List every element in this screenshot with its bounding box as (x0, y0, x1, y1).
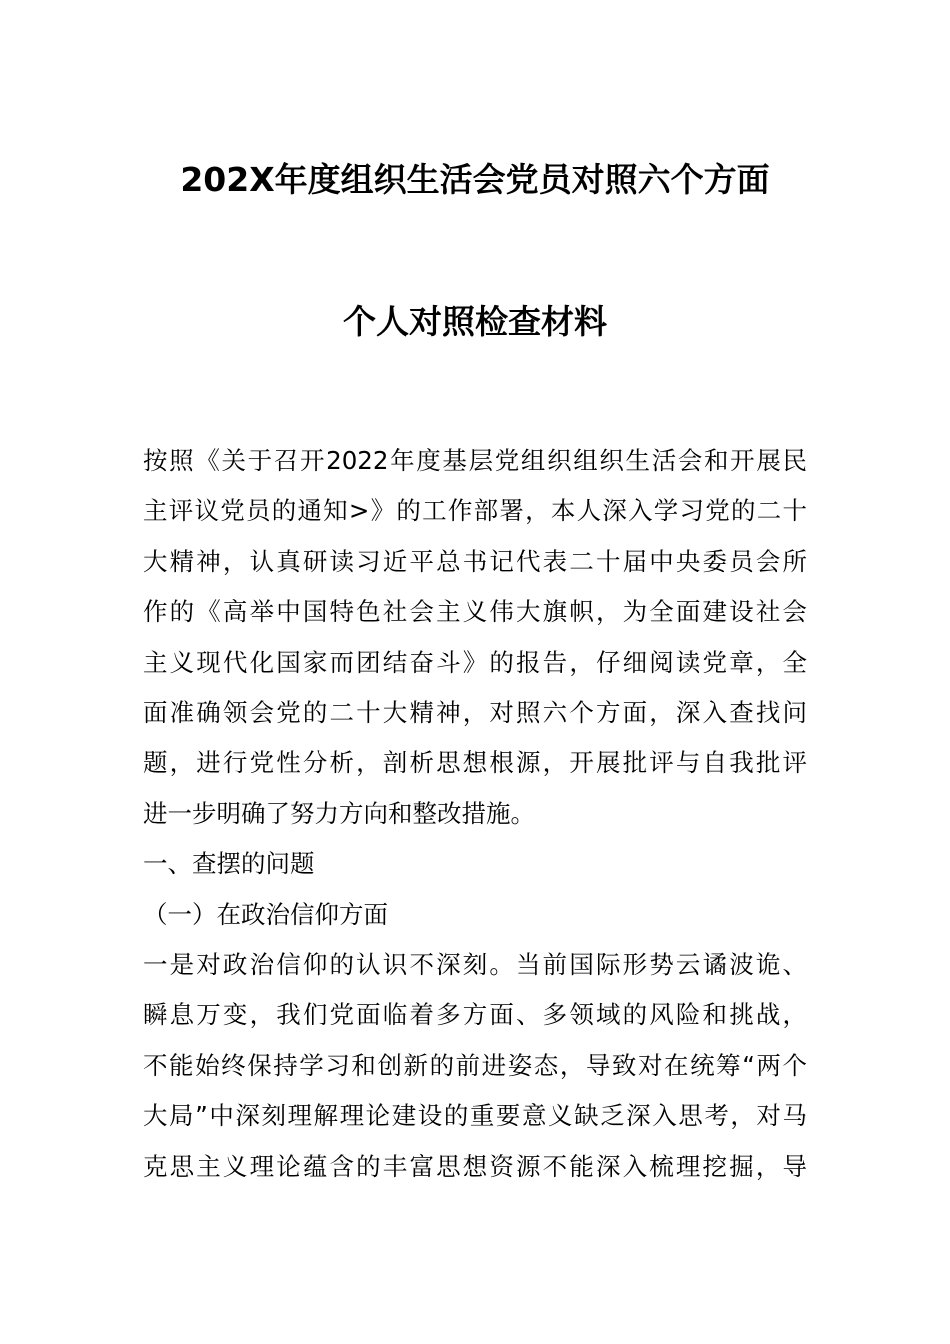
point-paragraph (143, 940, 807, 1192)
section-heading (143, 839, 807, 889)
document-title-line-2: 个人对照检查材料 (343, 302, 607, 341)
section-heading-text: 一、查摆的问题 (143, 849, 315, 879)
point-line: 一是对政治信仰的认识不深刻。当前国际形势云谲波诡、 (143, 950, 807, 980)
intro-line: 按照《关于召开2022年度基层党组织组织生活会和开展民 (143, 446, 807, 475)
subsection-heading (143, 890, 807, 940)
intro-line: 进一步明确了努力方向和整改措施。 (143, 798, 535, 828)
document-title-line-1: 202X年度组织生活会党员对照六个方面 (180, 160, 770, 199)
point-line: 不能始终保持学习和创新的前进姿态，导致对在统筹“两个 (143, 1050, 807, 1080)
intro-line: 大精神，认真研读习近平总书记代表二十届中央委员会所 (143, 546, 807, 576)
intro-paragraph (143, 436, 807, 839)
point-line: 克思主义理论蕴含的丰富思想资源不能深入梳理挖掘，导 (143, 1151, 807, 1181)
document-body (143, 436, 807, 1192)
intro-line: 题，进行党性分析，剖析思想根源，开展批评与自我批评 (143, 748, 807, 778)
intro-line: 作的《高举中国特色社会主义伟大旗帜，为全面建设社会 (143, 597, 807, 627)
intro-line: 主义现代化国家而团结奋斗》的报告，仔细阅读党章，全 (143, 647, 807, 677)
point-line: 大局”中深刻理解理论建设的重要意义缺乏深入思考，对马 (143, 1101, 807, 1131)
point-line: 瞬息万变，我们党面临着多方面、多领域的风险和挑战， (143, 1000, 807, 1030)
intro-line: 主评议党员的通知>》的工作部署，本人深入学习党的二十 (143, 496, 807, 526)
intro-line: 面准确领会党的二十大精神，对照六个方面，深入查找问 (143, 698, 807, 728)
subsection-heading-text: （一）在政治信仰方面 (143, 899, 388, 929)
